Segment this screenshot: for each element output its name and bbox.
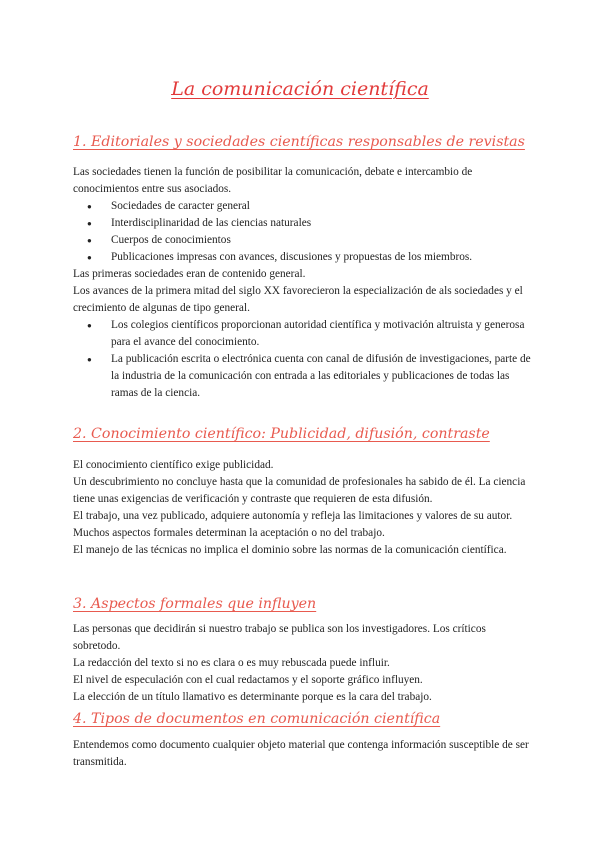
section-heading-4: 4. Tipos de documentos en comunicación científica: [73, 711, 441, 727]
section-body-2: [73, 457, 533, 559]
list-item: ● Publicaciones impresas con avances, discusiones y propuestas de los miembros.: [73, 249, 533, 266]
paragraph: Las personas que decidirán si nuestro trabajo se publica son los investigadores. Los críticos sobretodo.: [73, 623, 486, 652]
list-item: ● Los colegios científicos proporcionan autoridad científica y motivación altruista y generosa para el avance del conocimiento.: [73, 317, 533, 351]
paragraph: Entendemos como documento cualquier objeto material que contenga información susceptible de ser transmitida.: [73, 739, 529, 768]
paragraph: Muchos aspectos formales determinan la aceptación o no del trabajo.: [73, 527, 385, 539]
paragraph: Un descubrimiento no concluye hasta que la comunidad de profesionales ha sabido de él. La ciencia tiene unas exigencias de verificación y contraste que requieren de esta difusión.: [73, 476, 526, 505]
paragraph: El nivel de especulación con el cual redactamos y el soporte gráfico influyen.: [73, 674, 423, 686]
paragraph: Las sociedades tienen la función de posibilitar la comunicación, debate e intercambio de conocimientos entre sus asociados.: [73, 166, 473, 195]
bullet-list: [73, 198, 533, 266]
section-body-1: [73, 164, 533, 402]
list-item: ● Sociedades de caracter general: [73, 198, 533, 215]
paragraph: Las primeras sociedades eran de contenido general.: [73, 268, 306, 280]
paragraph: El manejo de las técnicas no implica el dominio sobre las normas de la comunicación científica.: [73, 544, 507, 556]
section-heading-2: 2. Conocimiento científico: Publicidad, difusión, contraste: [73, 426, 490, 442]
bullet-list: [73, 317, 533, 402]
section-body-4: [73, 737, 533, 771]
section-body-3: [73, 621, 533, 706]
paragraph: La elección de un título llamativo es determinante porque es la cara del trabajo.: [73, 691, 432, 703]
section-heading-1: 1. Editoriales y sociedades científicas responsables de revistas: [73, 134, 525, 150]
paragraph: El trabajo, una vez publicado, adquiere autonomía y refleja las limitaciones y valores de su autor.: [73, 510, 513, 522]
page-title: La comunicación científica: [171, 78, 429, 100]
list-item: ● La publicación escrita o electrónica cuenta con canal de difusión de investigaciones, parte de la industria de la comunicación con entrada a las editoriales y publicaciones de todas las ramas de la ciencia.: [73, 351, 533, 402]
paragraph: La redacción del texto si no es clara o es muy rebuscada puede influir.: [73, 657, 390, 669]
paragraph: Los avances de la primera mitad del siglo XX favorecieron la especialización de als sociedades y el crecimiento de algunas de tipo general.: [73, 285, 523, 314]
paragraph: El conocimiento científico exige publicidad.: [73, 459, 274, 471]
list-item: ● Interdisciplinaridad de las ciencias naturales: [73, 215, 533, 232]
section-heading-3: 3. Aspectos formales que influyen: [73, 596, 317, 612]
list-item: ● Cuerpos de conocimientos: [73, 232, 533, 249]
